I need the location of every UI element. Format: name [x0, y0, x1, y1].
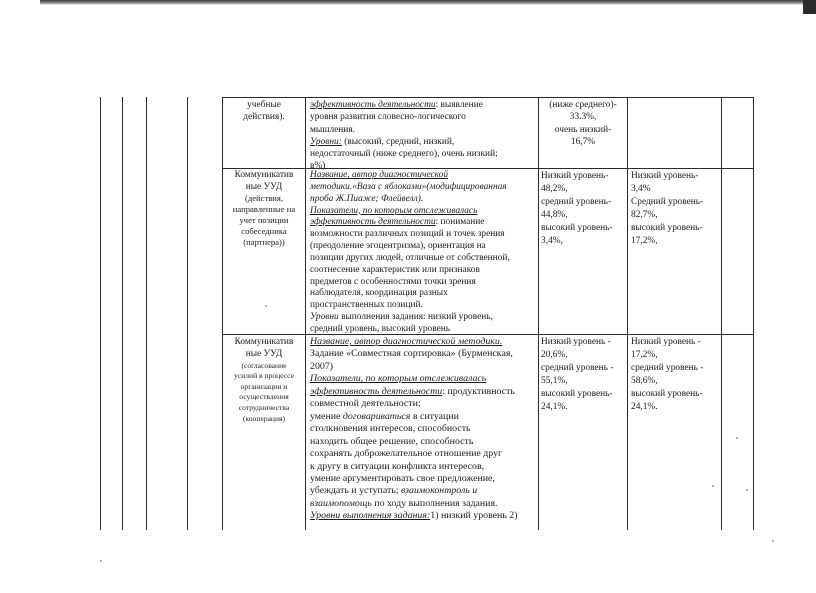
cell-line: высокий уровень- [541, 222, 613, 233]
method-line [310, 111, 536, 123]
method-text: уровня развития словесно-логического [310, 112, 466, 123]
cell-line: Низкий уровень- [541, 171, 609, 181]
cell-line: Низкий уровень- [631, 171, 699, 181]
method-text: возможности различных позиций и точек зрения [310, 229, 505, 240]
table-column-border [538, 97, 539, 530]
cell-line: учебные [247, 100, 281, 110]
method-text: Уровни выполнения задания: [310, 510, 431, 522]
method-line [310, 348, 536, 360]
cell-line: 48,2%, [541, 183, 568, 194]
method-text: взаимопомощь [310, 497, 372, 509]
cell-line: средний уровень - [541, 362, 614, 373]
cell-line: (ниже среднего)- [549, 100, 617, 110]
scan-speck [772, 540, 774, 542]
method-line [310, 229, 536, 241]
method-line [310, 448, 536, 460]
method-line [310, 485, 536, 497]
cell-line: 17,2%, [631, 349, 658, 360]
cell-line: направленные на [232, 204, 296, 215]
cell-line: действия). [243, 112, 285, 123]
method-text: убеждать и уступать; [310, 485, 401, 497]
cell-line: собеседника [241, 226, 287, 237]
method-line [310, 473, 536, 485]
cell-line: 44,8%, [541, 209, 568, 220]
cell-line: Средний уровень- [631, 196, 704, 207]
cell-line: 20,6%, [541, 349, 568, 360]
cell-line: (действия, [245, 193, 283, 204]
cell-line: (кооперация) [242, 413, 286, 423]
method-line [310, 253, 536, 265]
result-start-cell [540, 336, 627, 413]
cell-line: 17,2%, [631, 235, 658, 246]
method-text: 2007) [310, 360, 334, 372]
method-text: в ситуации [410, 410, 459, 422]
table-column-border [100, 97, 101, 530]
method-line [310, 398, 536, 410]
method-line [310, 373, 536, 385]
scan-shadow-top [40, 0, 816, 5]
method-text: по ходу выполнения задания. [371, 497, 498, 509]
cell-line: (согласование [241, 360, 287, 370]
method-text: предметов с особенностями точки зрения [310, 276, 476, 287]
cell-line: Низкий уровень - [541, 337, 611, 347]
method-line [310, 194, 536, 206]
result-start-cell [540, 170, 627, 247]
method-text: взаимоконтроль и [401, 485, 478, 497]
method-line [310, 510, 536, 522]
scan-speck [265, 305, 267, 307]
cell-line: усилий в процессе [233, 371, 295, 381]
method-line [310, 182, 536, 194]
method-text: (преодоление эгоцентризма), ориентация на [310, 241, 486, 252]
method-cell [310, 170, 536, 336]
method-line [310, 241, 536, 253]
method-text: договариваться [342, 410, 411, 422]
method-line [310, 436, 536, 448]
method-text: столкновения интересов, способность [310, 423, 471, 435]
cell-line: 3,4% [631, 183, 651, 194]
method-text: (высокий, средний, низкий, [341, 136, 455, 147]
scan-corner-mark [803, 0, 816, 14]
method-cell [310, 336, 536, 523]
method-line [310, 288, 536, 300]
method-text: эффективность деятельности [310, 100, 436, 110]
table-column-border [627, 97, 628, 530]
method-text: позиции других людей, отличные от собственной, [310, 252, 510, 263]
method-text: недостаточный (ниже среднего), очень низкий; [310, 149, 498, 160]
method-text: мышления. [310, 124, 355, 135]
table-column-border [305, 97, 306, 530]
cell-line: ные УУД [245, 349, 283, 360]
method-cell [310, 99, 536, 173]
method-line [310, 336, 536, 348]
method-line [310, 411, 536, 423]
cell-line: сотрудничества [238, 402, 290, 412]
result-start-cell [540, 99, 626, 148]
method-text: находить общее решение, способность [310, 435, 474, 447]
method-line [310, 361, 536, 373]
scan-speck [100, 560, 102, 562]
method-text: : выявление [435, 100, 483, 110]
cell-line: 55,1%, [541, 375, 568, 386]
method-text: эффективность деятельности [310, 217, 436, 228]
scan-speck [746, 489, 748, 491]
cell-line: 58,6%, [631, 375, 658, 386]
method-text: выполнения задания: низкий уровень, [338, 312, 493, 323]
method-text: эффективность деятельности [310, 385, 443, 397]
method-text: пространственных позиций. [310, 300, 423, 311]
method-line [310, 386, 536, 398]
method-text: умение [310, 410, 343, 422]
cell-line: очень низкий- [554, 124, 612, 135]
method-text: средний уровень, высокий уровень [310, 323, 451, 334]
cell-line: высокий уровень- [631, 388, 703, 399]
cell-line: высокий уровень- [541, 388, 613, 399]
method-line [310, 324, 536, 336]
method-text: Уровни: [310, 136, 342, 147]
method-text: Уровни [310, 312, 339, 323]
cell-line: (партнера)) [243, 237, 285, 248]
method-text: к другу в ситуации конфликта интересов, [310, 460, 485, 472]
method-line [310, 124, 536, 136]
method-line [310, 206, 536, 218]
method-text: наблюдателя, координация разных [310, 288, 448, 299]
table-column-border [721, 97, 722, 530]
method-line [310, 300, 536, 312]
result-end-cell [631, 336, 719, 413]
method-line [310, 423, 536, 435]
method-line [310, 312, 536, 324]
method-text: умение аргументировать свое предложение, [310, 472, 495, 484]
method-line [310, 265, 536, 277]
cell-line: 33.3%, [569, 112, 597, 123]
method-text: : продуктивность [442, 385, 515, 397]
cell-line: 3,4%, [541, 235, 563, 246]
result-end-cell [631, 170, 719, 247]
table-column-border [146, 97, 147, 530]
method-text: сохранять доброжелательное отношение друг [310, 448, 503, 460]
method-text: : понимание [435, 217, 485, 228]
method-line [310, 498, 536, 510]
competency-cell [224, 336, 304, 424]
table-column-border [222, 97, 223, 530]
cell-line: Коммуникатив [234, 170, 294, 180]
table-row-border [222, 97, 753, 98]
method-text: проба Ж.Пиаже; Флейвелл). [310, 193, 424, 204]
method-line [310, 148, 536, 160]
method-text: Название, автор диагностической [310, 170, 449, 180]
method-text: Название, автор диагностической методики. [310, 336, 503, 347]
method-line [310, 461, 536, 473]
method-line [310, 217, 536, 229]
cell-line: 16,7% [570, 136, 596, 147]
cell-line: 82,7%, [631, 209, 658, 220]
method-text: совместной деятельности; [310, 398, 421, 410]
competency-cell [224, 99, 304, 124]
method-text: 1) низкий уровень 2) [430, 510, 518, 522]
table-column-border [187, 97, 188, 530]
method-line [310, 99, 536, 111]
method-text: в%) [310, 161, 326, 172]
scan-speck [736, 437, 738, 439]
cell-line: 24,1%. [631, 401, 658, 412]
competency-cell [224, 170, 304, 248]
cell-line: осуществления [239, 392, 289, 402]
method-line [310, 277, 536, 289]
cell-line: высокий уровень- [631, 222, 703, 233]
table-column-border [753, 97, 754, 530]
method-text: методики.«Ваза с яблоками»(модифицированная [310, 181, 507, 192]
method-text: соотнесение характеристик или признаков [310, 264, 480, 275]
cell-line: Коммуникатив [234, 337, 294, 347]
cell-line: 24,1%. [541, 401, 568, 412]
scan-speck [712, 485, 714, 487]
cell-line: средний уровень- [541, 196, 612, 207]
method-text: Задание «Совместная сортировка» (Бурменская, [310, 348, 513, 360]
method-line [310, 170, 536, 182]
cell-line: учет позиции [239, 215, 289, 226]
cell-line: Низкий уровень - [631, 337, 701, 347]
table-column-border [122, 97, 123, 530]
cell-line: организации и [240, 381, 288, 391]
method-text: Показатели, по которым отслеживалась [310, 205, 478, 216]
method-line [310, 136, 536, 148]
cell-line: ные УУД [245, 181, 283, 192]
method-text: Показатели, по которым отслеживалась [310, 373, 487, 385]
cell-line: средний уровень - [631, 362, 704, 373]
